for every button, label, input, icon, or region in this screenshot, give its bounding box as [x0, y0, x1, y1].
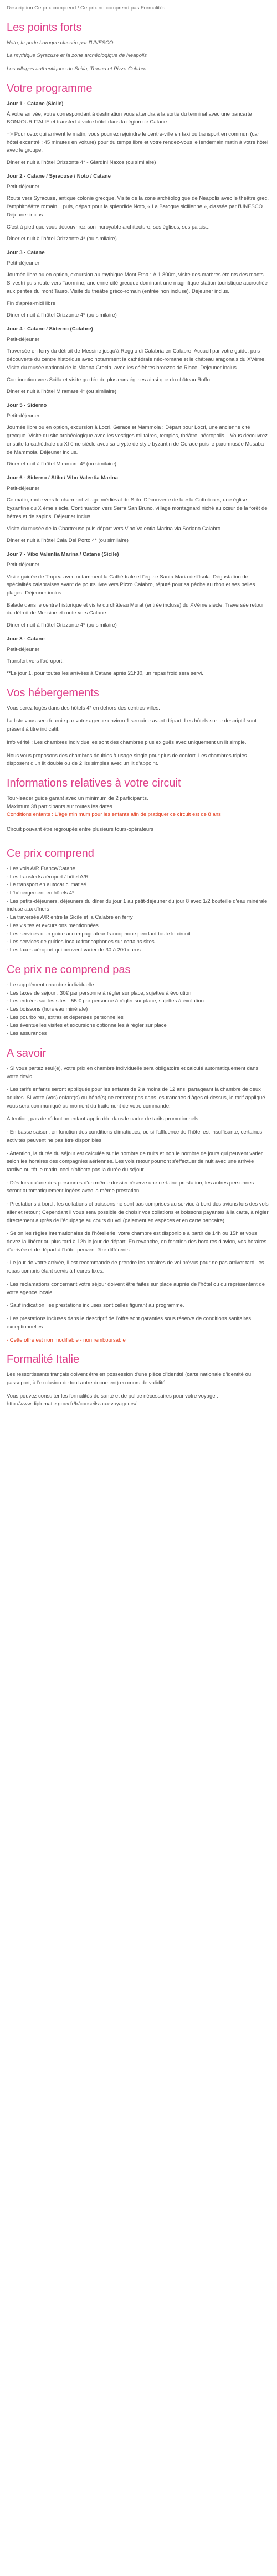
includes-item: - La traversée A/R entre la Sicile et la Calabre en ferry — [7, 914, 133, 921]
day-title: Jour 4 - Catane / Siderno (Calabre) — [7, 325, 93, 332]
savoir-paragraph: - Prestations à bord : les collations et boissons ne sont pas comprises au service à bord des avions lors des vols aller et retour ; Cependant il vous sera possible de choisir vos collations et boissons payantes à la carte, à régler directement auprès de l'équipage au cours du vol (paiement en espèces et en carte bancaire). — [7, 1201, 269, 1224]
day-title: Jour 7 - Vibo Valentia Marina / Catane (Sicile) — [7, 551, 119, 558]
day-paragraph: Petit-déjeuner — [7, 561, 40, 568]
hebergements-text — [7, 705, 269, 768]
informations-text — [7, 795, 269, 834]
savoir-paragraph: Attention, pas de réduction enfant applicable dans le cadre de tarifs promotionnels. — [7, 1116, 200, 1123]
includes-item: - Les taxes aéroport qui peuvent varier de 30 à 200 euros — [7, 947, 141, 954]
day-title: Jour 8 - Catane — [7, 635, 45, 642]
day-paragraph: Fin d'après-midi libre — [7, 300, 55, 307]
savoir-paragraph: - Si vous partez seul(e), votre prix en chambre individuelle sera obligatoire et calculé automatiquement dans votre devis. — [7, 1065, 259, 1080]
hebergement-paragraph: Info vérité : Les chambres individuelles sont des chambres plus exiguës avec uniquement un lit simple. — [7, 739, 247, 746]
day-paragraph: Petit-déjeuner — [7, 336, 40, 343]
excludes-item: - Les taxes de séjour : 30€ par personne à régler sur place, sujettes à évolution — [7, 990, 192, 996]
day-title: Jour 1 - Catane (Sicile) — [7, 100, 64, 107]
includes-item: - Les services d'un guide accompagnateur francophone pendant toute le circuit — [7, 930, 191, 937]
highlight-line: La mythique Syracuse et la zone archéologique de Neapolis — [7, 53, 147, 59]
section-title-comprend: Ce prix comprend — [7, 847, 94, 860]
savoir-text — [7, 1065, 269, 1332]
children-conditions: Conditions enfants : L'âge minimum pour les enfants afin de pratiquer ce circuit est de 8 ans — [7, 811, 221, 818]
day-paragraph: Balade dans le centre historique et visite du château Murat (entrée incluse) du XVème siècle. Traversée retour du détroit de Messine et route vers Catane. — [7, 602, 264, 617]
excludes-list — [7, 981, 269, 1038]
day-paragraph: Ce matin, route vers le charmant village médiéval de Stilo. Découverte de la « la Cattolica », une église byzantine du X ème siècle. Continuation vers Serra San Bruno, village montagnard niché au cœur de la forêt de hêtres et de sapins. Déjeuner inclus. — [7, 497, 268, 520]
day-paragraph: Petit-déjeuner — [7, 412, 40, 419]
excludes-item: - Le supplément chambre individuelle — [7, 981, 94, 988]
section-title-hebergements: Vos hébergements — [7, 686, 99, 699]
day-paragraph: Dîner et nuit à l'hôtel Miramare 4* (ou similaire) — [7, 461, 117, 468]
day-paragraph: Dîner et nuit à l'hôtel Cala Del Porto 4* (ou similaire) — [7, 537, 129, 544]
day-block — [7, 100, 269, 167]
day-paragraph: Petit-déjeuner — [7, 485, 40, 492]
day-block — [7, 249, 269, 320]
day-paragraph: => Pour ceux qui arrivent le matin, vous pourrez rejoindre le centre-ville en taxi ou transport en commun (car hôtel excentré : 45 minutes en voiture) pour du temps libre et votre rendez-vous le lendemain matin à votre hôtel avec le groupe. — [7, 131, 269, 154]
savoir-paragraph: - En basse saison, en fonction des conditions climatiques, ou si l'affluence de l'hôtel est insuffisante, certaines activités peuvent ne pas être disponibles. — [7, 1129, 263, 1144]
day-paragraph: Dîner et nuit à l'hôtel Orizzonte 4* (ou similaire) — [7, 236, 117, 242]
day-block — [7, 635, 269, 678]
day-block — [7, 474, 269, 545]
day-paragraph: Dîner et nuit à l'hôtel Orizzonte 4* - Giardini Naxos (ou similaire) — [7, 159, 156, 166]
day-paragraph: Traversée en ferry du détroit de Messine jusqu'à Reggio di Calabria en Calabre. Accueil par votre guide, puis découverte du centre historique avec notamment la cathédrale néo-romane et le château aragonais du XVème. Visite du musée national de la Magna Grecia, avec les célèbres bronzes de Riace. Déjeuner inclus. — [7, 348, 266, 371]
day-paragraph: Dîner et nuit à l'hôtel Orizzonte 4* (ou similaire) — [7, 312, 117, 319]
savoir-paragraph: - Le jour de votre arrivée, il est recommandé de prendre les horaires de vol prévus pour ne pas arriver tard, les repas compris étant servis à heures fixes. — [7, 1260, 264, 1275]
section-title-programme: Votre programme — [7, 82, 93, 95]
includes-item: - L'hébergement en hôtels 4* — [7, 890, 74, 897]
hebergement-paragraph: La liste vous sera fournie par votre agence environ 1 semaine avant départ. Les hôtels sur le descriptif sont présent à titre indicatif. — [7, 718, 257, 733]
day-paragraph: Journée libre ou en option, excursion au mythique Mont Etna : À 1 800m, visite des cratères éteints des monts Silvestri puis route vers Taormine, ancienne cité grecque dominant une magnifique station touristique accrochée aux pentes du mont Tauro. Visite du théâtre gréco-romain (entrée non incluse). Déjeuner inclus. — [7, 272, 268, 294]
savoir-paragraph: - Attention, la durée du séjour est calculée sur le nombre de nuits et non le nombre de jours qui peuvent varier selon les horaires des compagnies aériennes. Les vols retour pourront s'effectuer de nuit avec une arrivée tardive ou tôt le matin, ceci n'affecte pas la durée du séjour. — [7, 1150, 263, 1173]
savoir-paragraph: - Les prestations incluses dans le descriptif de l'offre sont garanties sous réserve de conditions sanitaires exceptionnelles. — [7, 1316, 251, 1330]
includes-item: - Les services de guides locaux francophones sur certains sites — [7, 939, 155, 945]
non-refundable-note: - Cette offre est non modifiable - non remboursable — [7, 1337, 126, 1343]
day-block — [7, 402, 269, 469]
day-paragraph: Dîner et nuit à l'hôtel Orizzonte 4* (ou similaire) — [7, 622, 117, 629]
day-paragraph: Dîner et nuit à l'hôtel Miramare 4* (ou similaire) — [7, 389, 117, 395]
info-line: Circuit pouvant être regroupés entre plusieurs tours-opérateurs — [7, 826, 154, 833]
highlight-line: Noto, la perle baroque classée par l'UNESCO — [7, 39, 114, 46]
savoir-paragraph: - Dès lors qu'une des personnes d'un même dossier réserve une certaine prestation, les autres personnes seront automatiquement logées avec la même prestation. — [7, 1180, 254, 1194]
day-paragraph: Petit-déjeuner — [7, 183, 40, 190]
excludes-item: - Les assurances — [7, 1031, 47, 1037]
includes-item: - Les vols A/R France/Catane — [7, 865, 76, 872]
section-title-ne-comprend: Ce prix ne comprend pas — [7, 963, 131, 976]
programme-days — [7, 100, 269, 678]
excludes-item: - Les entrées sur les sites : 55 € par personne à régler sur place, sujettes à évolution — [7, 998, 204, 1005]
day-paragraph: Continuation vers Scilla et visite guidée de plusieurs églises ainsi que du château Ruffo. — [7, 376, 212, 383]
day-paragraph: Petit-déjeuner — [7, 260, 40, 266]
day-block — [7, 173, 269, 244]
day-paragraph: Route vers Syracuse, antique colonie grecque. Visite de la zone archéologique de Neapolis avec le théâtre grec, l'amphithéâtre romain... puis, départ pour la splendide Noto, « La Baroque sicilienne », classée par l'UNESCO. Déjeuner inclus. — [7, 195, 269, 218]
day-paragraph: À votre arrivée, votre correspondant à destination vous attendra à la sortie du terminal avec une pancarte BONJOUR ITALIE et transfert à votre hôtel dans la région de Catane. — [7, 111, 252, 126]
formalite-text: Les ressortissants français doivent être en possession d'une pièce d'identité (carte nationale d'identité ou passeport, à l'exclusion de tout autre document) en cours de validité. — [7, 1372, 252, 1386]
hebergement-paragraph: Vous serez logés dans des hôtels 4* en dehors des centres-villes. — [7, 705, 160, 711]
day-paragraph: Journée libre ou en option, excursion à Locri, Gerace et Mammola : Départ pour Locri, une ancienne cité grecque. Visite du site archéologique avec les vestiges militaires, temples, théâtre, nécropolis... Vous découvrez ensuite la cathédrale du XI ème siècle avec sa crypte de style byzantin de Gerace puis le parc-musée Musaba de Mammola. Déjeuner inclus. — [7, 425, 268, 456]
section-title-savoir: A savoir — [7, 1047, 47, 1059]
day-block — [7, 551, 269, 630]
day-paragraph: Transfert vers l'aéroport. — [7, 658, 64, 665]
day-paragraph: Petit-déjeuner — [7, 646, 40, 653]
day-title: Jour 3 - Catane — [7, 249, 45, 256]
section-title-formalite: Formalité Italie — [7, 1353, 80, 1366]
section-title-points-forts: Les points forts — [7, 21, 82, 34]
info-line: Tour-leader guide garant avec un minimum de 2 participants. — [7, 795, 148, 801]
info-line: Maximum 38 participants sur toutes les dates — [7, 803, 112, 810]
day-title: Jour 6 - Siderno / Stilo / Vibo Valentia Marina — [7, 475, 118, 482]
includes-item: - Les visites et excursions mentionnées — [7, 922, 99, 929]
section-title-informations: Informations relatives à votre circuit — [7, 777, 181, 789]
savoir-paragraph: - Les tarifs enfants seront appliqués pour les enfants de 2 à moins de 12 ans, partageant la chambre de deux adultes. Si votre (vos) enfant(s) ou bébé(s) ne rentrent pas dans les tranches d'âges ci-dessus, le tarif appliqué vous sera communiqué au moment du traitement de votre commande. — [7, 1087, 265, 1109]
excludes-item: - Les boissons (hors eau minérale) — [7, 1006, 88, 1012]
day-title: Jour 2 - Catane / Syracuse / Noto / Catane — [7, 173, 111, 179]
highlight-line: Les villages authentiques de Scilla, Tropea et Pizzo Calabro — [7, 66, 147, 73]
tab-links[interactable]: Description Ce prix comprend / Ce prix ne comprend pas Formalités — [7, 5, 166, 11]
hebergement-paragraph: Nous vous proposons des chambres doubles à usage single pour plus de confort. Les chambres triples disposent d'un lit double ou de 2 lits simples avec un lit d'appoint. — [7, 752, 247, 767]
excludes-item: - Les éventuelles visites et excursions optionnelles à régler sur place — [7, 1022, 167, 1029]
savoir-paragraph: - Les réclamations concernant votre séjour doivent être faites sur place auprès de l'hôtel ou du représentant de votre agence locale. — [7, 1281, 265, 1296]
day-paragraph: Visite du musée de la Chartreuse puis départ vers Vibo Valentia Marina via Soriano Calabro. — [7, 525, 222, 532]
day-title: Jour 5 - Siderno — [7, 402, 47, 408]
savoir-paragraph: - Selon les règles internationales de l'hôtellerie, votre chambre est disponible à partir de 14h ou 15h et vous devez la libérer au plus tard à 12h le jour de départ. En revanche, en fonction des horaires d'avion, vos horaires d'arrivée et de départ à l'hôtel peuvent être différents. — [7, 1230, 267, 1253]
day-block — [7, 325, 269, 396]
excludes-item: - Les pourboires, extras et dépenses personnelles — [7, 1014, 124, 1021]
day-paragraph: Visite guidée de Tropea avec notamment la Cathédrale et l'église Santa Maria dell'Isola. Dégustation de spécialités calabraises avant de poursuivre vers Pizzo Calabro, réputé pour sa pêche au thon et ses belles plages. Déjeuner inclus. — [7, 573, 255, 596]
includes-item: - Les petits-déjeuners, déjeuners du dîner du jour 1 au petit-déjeuner du jour 8 avec 1/2 bouteille d'eau minérale incluse aux dîners — [7, 898, 268, 913]
savoir-paragraph: - Sauf indication, les prestations incluses sont celles figurant au programme. — [7, 1302, 184, 1309]
includes-item: - Le transport en autocar climatisé — [7, 882, 86, 888]
day-paragraph: **Le jour 1, pour toutes les arrivées à Catane après 21h30, un repas froid sera servi. — [7, 670, 203, 676]
formalite-link[interactable]: Vous pouvez consulter les formalités de santé et de police nécessaires pour votre voyage : http://www.diplomatie.gouv.fr/fr/conseils-aux-voyageurs/ — [7, 1393, 218, 1408]
day-paragraph: C'est à pied que vous découvrirez son incroyable architecture, ses églises, ses palais... — [7, 224, 210, 230]
includes-list — [7, 865, 269, 955]
includes-item: - Les transferts aéroport / hôtel A/R — [7, 873, 89, 880]
